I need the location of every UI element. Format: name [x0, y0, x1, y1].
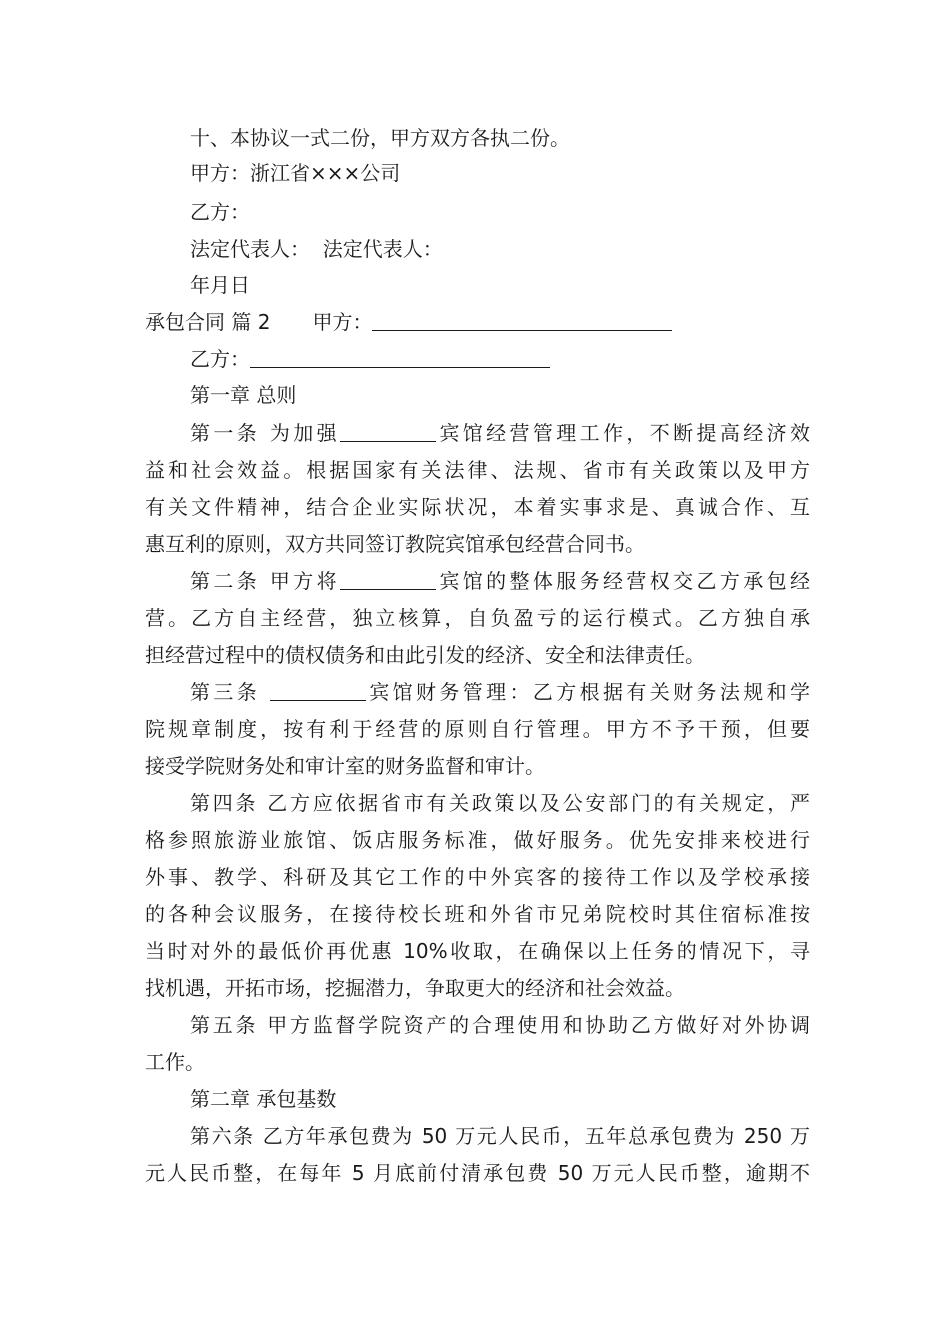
- article-three-line: [190, 675, 810, 709]
- text: 惠互利的原则，双方共同签订教院宾馆承包经营合同书。: [145, 532, 645, 556]
- text: 第四条 乙方应依据省市有关政策以及公安部门的有关规定，严: [190, 791, 810, 815]
- hotel-name-blank: [340, 567, 436, 590]
- text: 法定代表人： 法定代表人：: [190, 237, 443, 261]
- text: 当时对外的最低价再优惠 10%收取，在确保以上任务的情况下，寻: [145, 939, 810, 963]
- text: 宾馆经营管理工作，不断提高经济效: [436, 421, 811, 445]
- text: 第五条 甲方监督学院资产的合理使用和协助乙方做好对外协调: [190, 1013, 810, 1037]
- body-line: [145, 934, 810, 968]
- chapter-one-heading: [190, 378, 296, 412]
- text: 外事、教学、科研及其它工作的中外宾客的接待工作以及学校承接: [145, 865, 810, 889]
- hotel-name-blank: [270, 678, 366, 701]
- body-line: [145, 638, 705, 672]
- body-line: [145, 527, 645, 561]
- text: 找机遇，开拓市场，挖掘潜力，争取更大的经济和社会效益。: [145, 976, 685, 1000]
- text: 格参照旅游业旅馆、饭店服务标准，做好服务。优先安排来校进行: [145, 828, 810, 852]
- text: 的各种会议服务，在接待校长班和外省市兄弟院校时其住宿标准按: [145, 902, 810, 926]
- text: 营。乙方自主经营，独立核算，自负盈亏的运行模式。乙方独自承: [145, 606, 810, 630]
- text: 宾馆财务管理：乙方根据有关财务法规和学: [365, 680, 811, 704]
- text: 益和社会效益。根据国家有关法律、法规、省市有关政策以及甲方: [145, 458, 810, 482]
- party-b-blank-line: [190, 342, 550, 376]
- body-line: [145, 749, 545, 783]
- text: 甲方：浙江省×××公司: [190, 161, 401, 185]
- body-line: [145, 490, 810, 524]
- legal-rep-line: [190, 232, 443, 266]
- text: 年月日: [190, 273, 250, 297]
- clause-ten: [190, 121, 570, 155]
- text: 院规章制度，按有利于经营的原则自行管理。甲方不予干预，但要: [145, 717, 810, 741]
- body-line: [145, 897, 810, 931]
- body-line: [145, 453, 810, 487]
- text: 工作。: [145, 1050, 205, 1074]
- party-a-blank: [372, 308, 672, 331]
- text: 甲方：: [312, 310, 373, 334]
- text: 接受学院财务处和审计室的财务监督和审计。: [145, 754, 545, 778]
- text: 有关文件精神，结合企业实际状况，本着实事求是、真诚合作、互: [145, 495, 810, 519]
- body-line: [145, 1156, 810, 1190]
- party-b-blank: [250, 345, 550, 368]
- body-line: [145, 712, 810, 746]
- chapter-two-heading: [190, 1082, 336, 1116]
- text: 第二条 甲方将: [190, 569, 340, 593]
- article-six-line: [190, 1119, 810, 1153]
- body-line: [145, 1045, 205, 1079]
- body-line: [145, 971, 685, 1005]
- text: 乙方：: [190, 200, 250, 224]
- text: 第三条: [190, 680, 270, 704]
- body-line: [145, 601, 810, 635]
- section-title: 承包合同 篇 2: [145, 310, 271, 334]
- hotel-name-blank: [340, 419, 436, 442]
- text: 担经营过程中的债权债务和由此引发的经济、安全和法律责任。: [145, 643, 705, 667]
- text: 第二章 承包基数: [190, 1087, 337, 1111]
- text: 十、本协议一式二份，甲方双方各执二份。: [190, 126, 570, 150]
- article-four-line: [190, 786, 810, 820]
- text: 第六条 乙方年承包费为 50 万元人民币，五年总承包费为 250 万: [190, 1124, 810, 1148]
- text: 第一章 总则: [190, 383, 297, 407]
- contract-title-line: [145, 305, 672, 339]
- body-line: [145, 823, 810, 857]
- article-one-line: [190, 416, 810, 450]
- date-line: [190, 268, 250, 302]
- text: 宾馆的整体服务经营权交乙方承包经: [436, 569, 811, 593]
- article-two-line: [190, 564, 810, 598]
- text: 乙方：: [190, 347, 250, 371]
- text: 第一条 为加强: [190, 421, 340, 445]
- party-b-line: [190, 195, 250, 229]
- body-line: [145, 860, 810, 894]
- article-five-line: [190, 1008, 810, 1042]
- party-a-line: [190, 156, 400, 190]
- text: 元人民币整，在每年 5 月底前付清承包费 50 万元人民币整，逾期不: [145, 1161, 810, 1185]
